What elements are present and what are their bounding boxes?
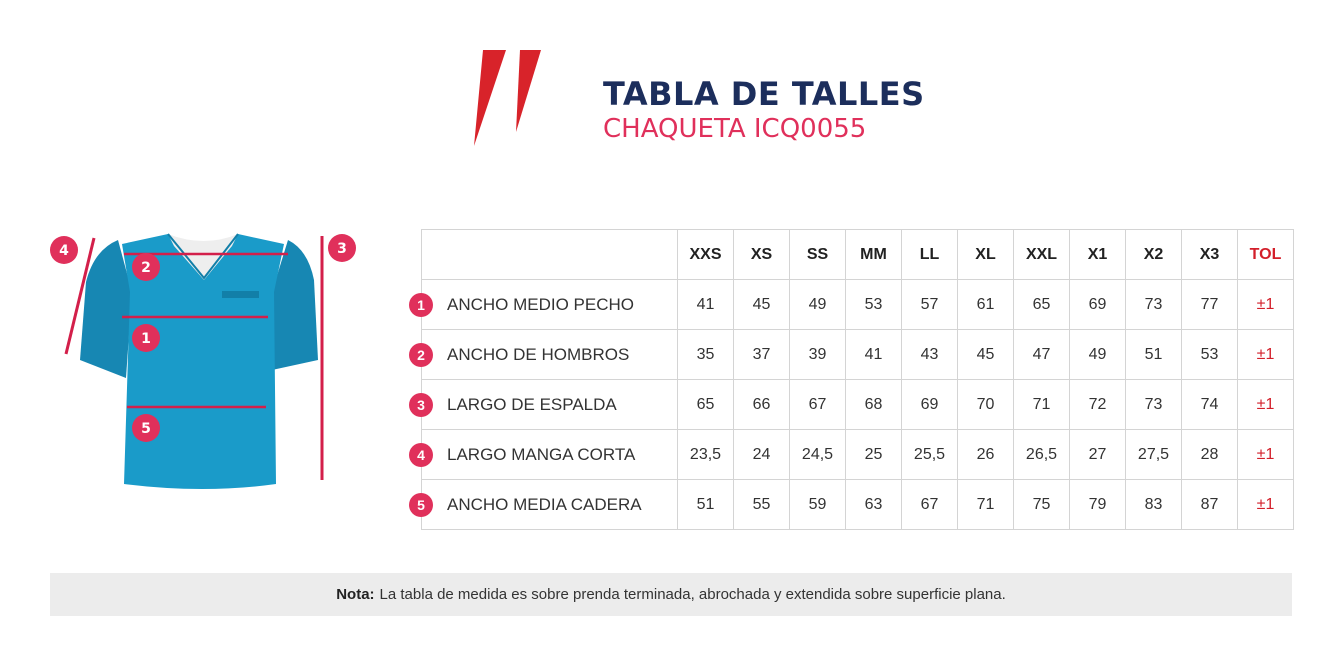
- table-row: [422, 280, 1294, 330]
- brand-logo: [430, 48, 545, 178]
- measure-label-cell: [417, 280, 678, 330]
- size-header: MM: [846, 230, 902, 280]
- size-value-cell: 35: [678, 330, 734, 380]
- size-value-cell: 67: [790, 380, 846, 430]
- measure-number-badge: 4: [409, 443, 433, 467]
- size-header: SS: [790, 230, 846, 280]
- measure-label: LARGO DE ESPALDA: [447, 394, 617, 414]
- size-value-cell: 69: [1070, 280, 1126, 330]
- size-value-cell: 57: [902, 280, 958, 330]
- size-value-cell: 23,5: [678, 430, 734, 480]
- measure-number-badge: 1: [409, 293, 433, 317]
- size-value-cell: 74: [1182, 380, 1238, 430]
- table-row: [422, 480, 1294, 530]
- size-value-cell: 53: [1182, 330, 1238, 380]
- title-block: [603, 76, 925, 144]
- header-row: [422, 230, 1294, 280]
- tolerance-cell: ±1: [1238, 480, 1294, 530]
- size-value-cell: 45: [958, 330, 1014, 380]
- size-value-cell: 53: [846, 280, 902, 330]
- size-value-cell: 87: [1182, 480, 1238, 530]
- empty-header-cell: [422, 230, 678, 280]
- size-value-cell: 51: [678, 480, 734, 530]
- size-value-cell: 65: [1014, 280, 1070, 330]
- size-header: XXL: [1014, 230, 1070, 280]
- size-value-cell: 51: [1126, 330, 1182, 380]
- size-value-cell: 37: [734, 330, 790, 380]
- size-value-cell: 43: [902, 330, 958, 380]
- measure-label-cell: [417, 330, 678, 380]
- size-value-cell: 49: [1070, 330, 1126, 380]
- page-title: TABLA DE TALLES: [603, 75, 925, 113]
- size-value-cell: 71: [958, 480, 1014, 530]
- svg-text:3: 3: [337, 241, 347, 257]
- measure-label-cell: [417, 380, 678, 430]
- size-value-cell: 71: [1014, 380, 1070, 430]
- size-value-cell: 25,5: [902, 430, 958, 480]
- size-value-cell: 24: [734, 430, 790, 480]
- shirt-diagram: [44, 222, 364, 492]
- tolerance-cell: ±1: [1238, 380, 1294, 430]
- tol-header: TOL: [1238, 230, 1294, 280]
- size-header: LL: [902, 230, 958, 280]
- size-table: [417, 229, 1294, 530]
- size-value-cell: 39: [790, 330, 846, 380]
- chest-pocket: [222, 291, 259, 298]
- tolerance-cell: ±1: [1238, 330, 1294, 380]
- size-value-cell: 26: [958, 430, 1014, 480]
- size-value-cell: 27,5: [1126, 430, 1182, 480]
- table-row: [422, 380, 1294, 430]
- marker-2: [132, 253, 160, 281]
- size-value-cell: 79: [1070, 480, 1126, 530]
- size-header: XL: [958, 230, 1014, 280]
- size-header: XS: [734, 230, 790, 280]
- marker-1: [132, 324, 160, 352]
- marker-5: [132, 414, 160, 442]
- size-value-cell: 27: [1070, 430, 1126, 480]
- size-value-cell: 77: [1182, 280, 1238, 330]
- note-bar: [50, 573, 1292, 616]
- size-value-cell: 69: [902, 380, 958, 430]
- svg-text:1: 1: [141, 331, 151, 347]
- size-value-cell: 41: [678, 280, 734, 330]
- size-value-cell: 83: [1126, 480, 1182, 530]
- size-value-cell: 75: [1014, 480, 1070, 530]
- note-label: Nota:: [336, 586, 375, 603]
- size-value-cell: 73: [1126, 380, 1182, 430]
- size-value-cell: 63: [846, 480, 902, 530]
- table-row: [422, 430, 1294, 480]
- size-value-cell: 68: [846, 380, 902, 430]
- measure-number-badge: 2: [409, 343, 433, 367]
- measure-label: ANCHO DE HOMBROS: [447, 344, 630, 364]
- size-value-cell: 45: [734, 280, 790, 330]
- size-header: XXS: [678, 230, 734, 280]
- size-header: X2: [1126, 230, 1182, 280]
- measure-label-cell: [417, 430, 678, 480]
- svg-text:5: 5: [141, 421, 151, 437]
- measure-label: LARGO MANGA CORTA: [447, 444, 636, 464]
- product-subtitle: CHAQUETA ICQ0055: [603, 114, 867, 144]
- size-value-cell: 66: [734, 380, 790, 430]
- size-value-cell: 65: [678, 380, 734, 430]
- size-value-cell: 49: [790, 280, 846, 330]
- svg-text:2: 2: [141, 260, 151, 276]
- size-value-cell: 41: [846, 330, 902, 380]
- size-value-cell: 26,5: [1014, 430, 1070, 480]
- size-value-cell: 59: [790, 480, 846, 530]
- size-value-cell: 25: [846, 430, 902, 480]
- table-row: [422, 330, 1294, 380]
- measure-number-badge: 3: [409, 393, 433, 417]
- size-header: X3: [1182, 230, 1238, 280]
- size-value-cell: 67: [902, 480, 958, 530]
- measure-label: ANCHO MEDIO PECHO: [447, 294, 635, 314]
- size-value-cell: 61: [958, 280, 1014, 330]
- svg-text:4: 4: [59, 243, 69, 259]
- size-value-cell: 28: [1182, 430, 1238, 480]
- size-value-cell: 24,5: [790, 430, 846, 480]
- measure-number-badge: 5: [409, 493, 433, 517]
- marker-3: [328, 234, 356, 262]
- note-text: La tabla de medida es sobre prenda terminada, abrochada y extendida sobre superficie plana.: [379, 586, 1006, 603]
- measure-label: ANCHO MEDIA CADERA: [447, 494, 642, 514]
- size-value-cell: 73: [1126, 280, 1182, 330]
- marker-4: [50, 236, 78, 264]
- tolerance-cell: ±1: [1238, 280, 1294, 330]
- measure-label-cell: [417, 480, 678, 530]
- tolerance-cell: ±1: [1238, 430, 1294, 480]
- size-header: X1: [1070, 230, 1126, 280]
- size-value-cell: 70: [958, 380, 1014, 430]
- size-value-cell: 55: [734, 480, 790, 530]
- size-value-cell: 47: [1014, 330, 1070, 380]
- size-value-cell: 72: [1070, 380, 1126, 430]
